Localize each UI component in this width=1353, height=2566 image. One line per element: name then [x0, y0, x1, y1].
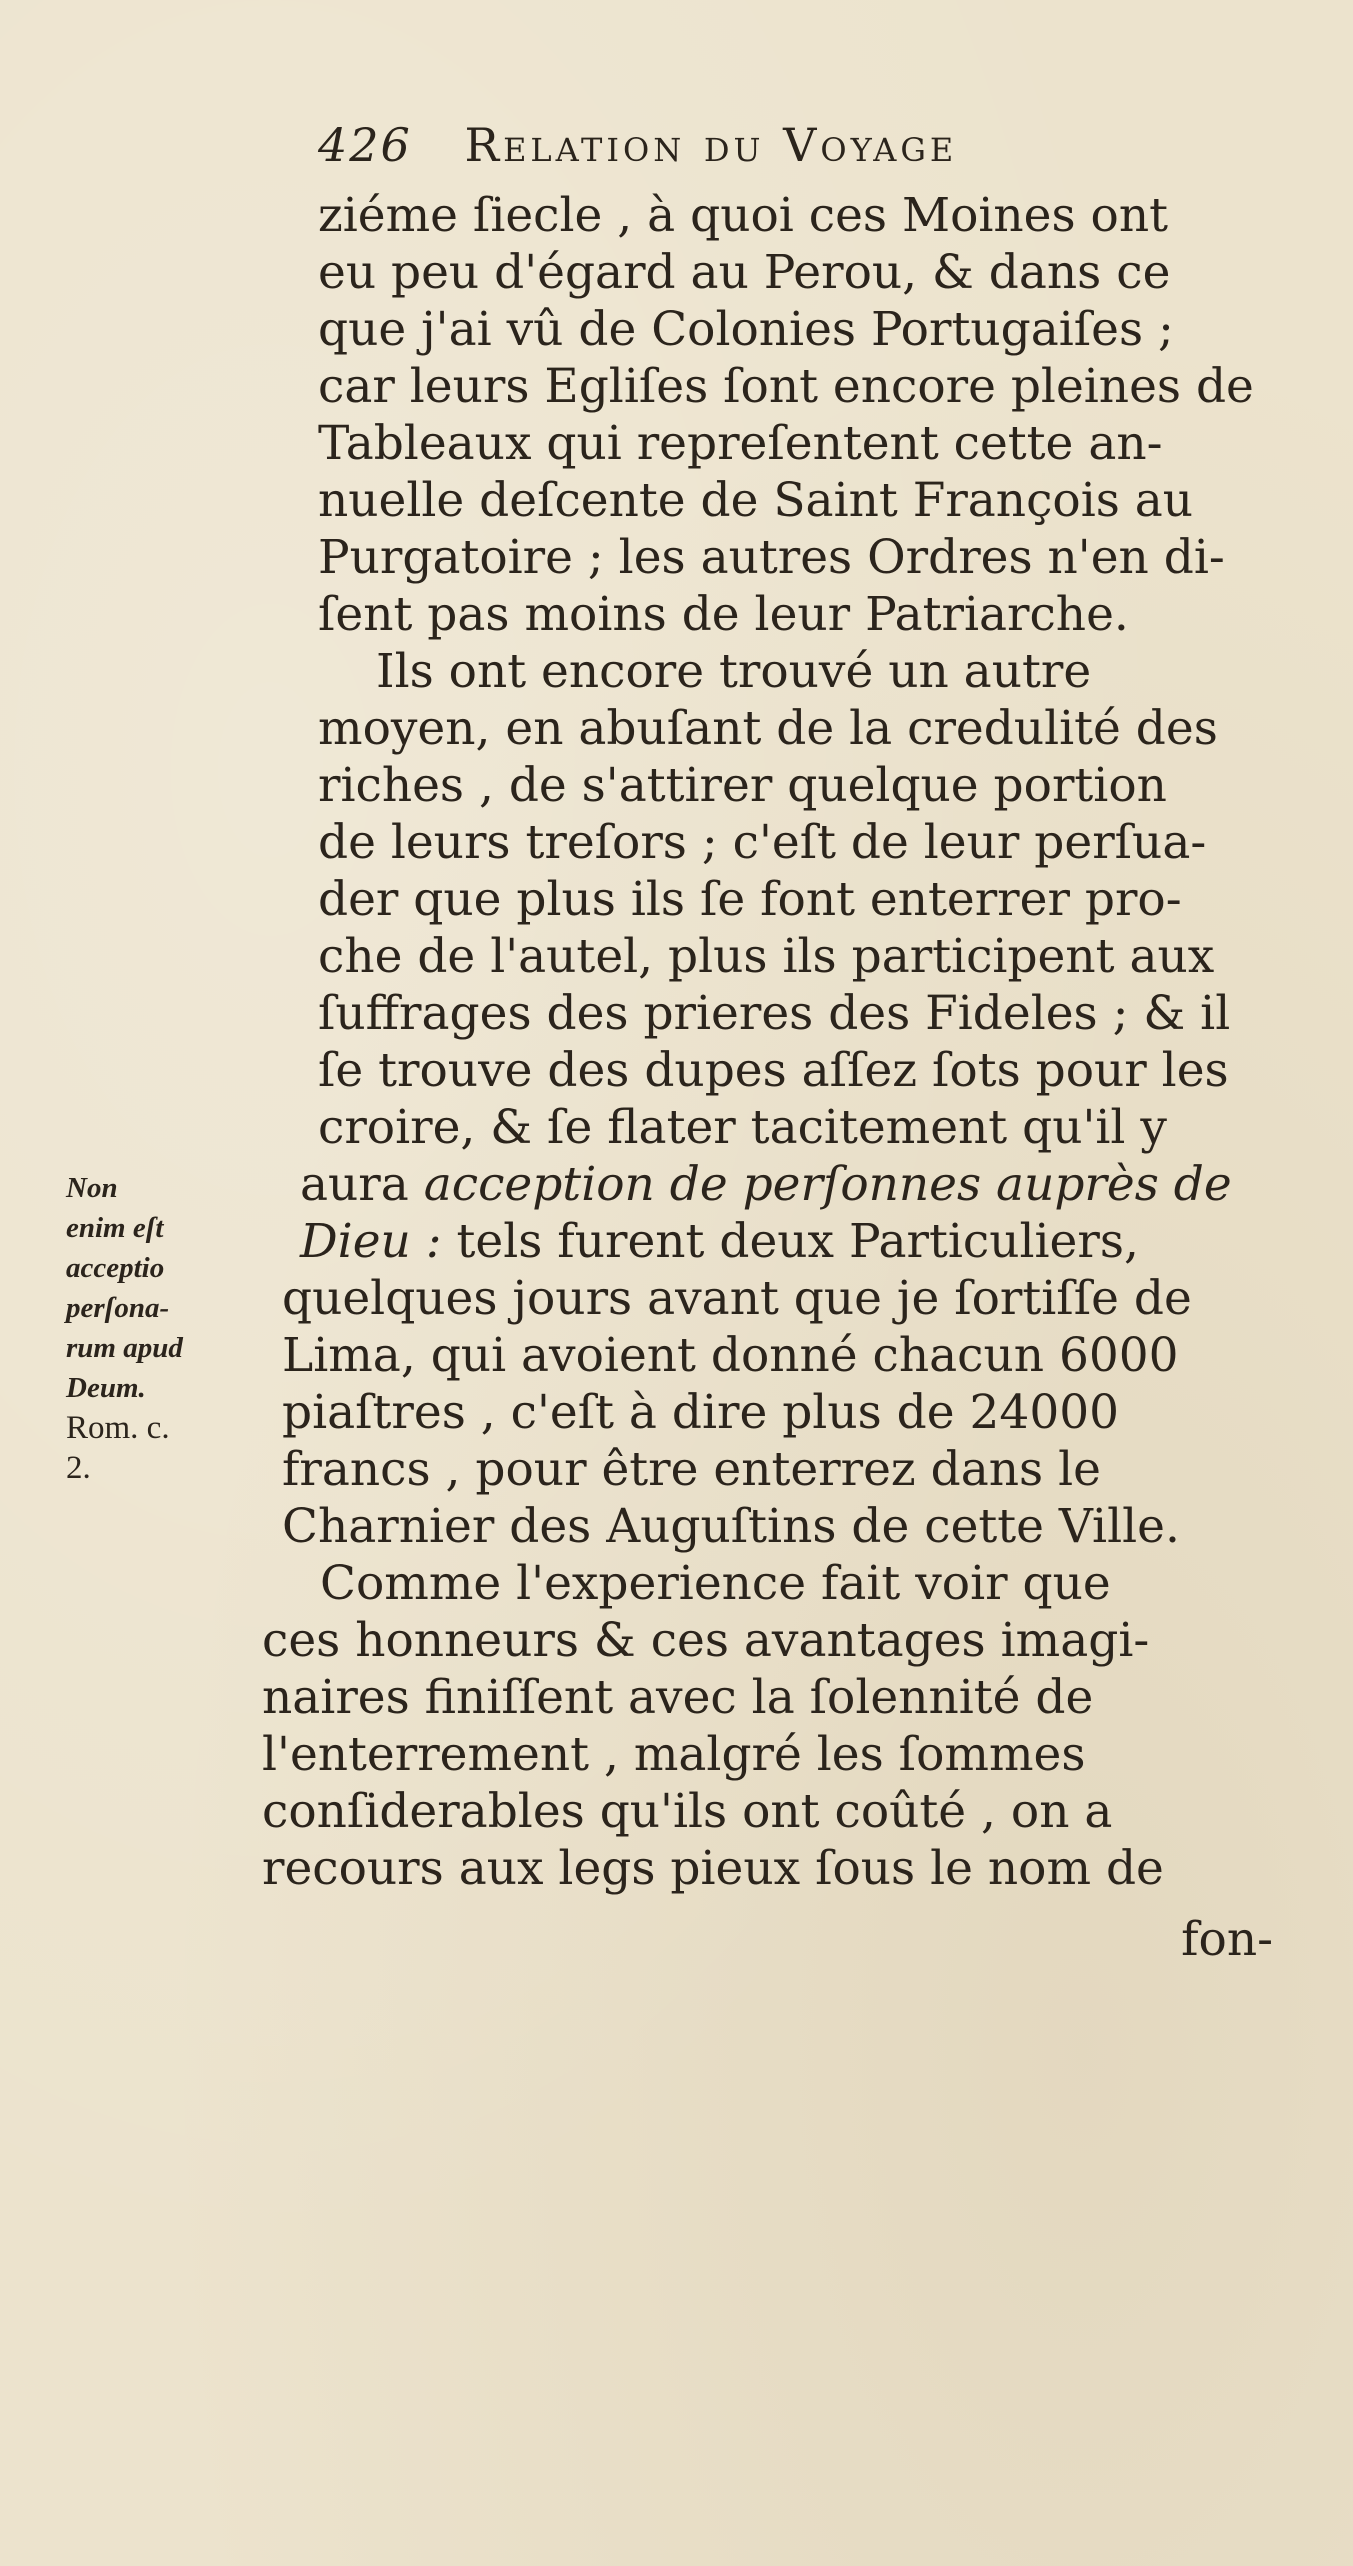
text-line: Lima, qui avoient donné chacun 6000 [282, 1328, 1179, 1383]
italic-phrase: Dieu : [300, 1214, 442, 1269]
catchword: fon- [1181, 1912, 1273, 1967]
text-line: der que plus ils ſe font enterrer pro- [318, 872, 1182, 927]
margin-note-line: perſona- [66, 1292, 170, 1324]
text-line: Purgatoire ; les autres Ordres n'en di- [318, 530, 1225, 585]
page-number: 426 [318, 118, 412, 172]
text-line: de leurs treſors ; c'eſt de leur perſua- [318, 815, 1207, 870]
margin-note-reference: 2. [66, 1450, 91, 1486]
text-line: moyen, en abuſant de la credulité des [318, 701, 1218, 756]
text-line: piaſtres , c'eſt à dire plus de 24000 [282, 1385, 1120, 1440]
text-line: croire, & ſe flater tacitement qu'il y [318, 1100, 1167, 1155]
text-line: Charnier des Auguſtins de cette Ville. [282, 1499, 1180, 1554]
text-line: recours aux legs pieux ſous le nom de [262, 1841, 1164, 1896]
text-line: car leurs Egliſes ſont encore pleines de [318, 359, 1254, 414]
text-line: l'enterrement , malgré les ſommes [262, 1727, 1086, 1782]
margin-note-line: acceptio [66, 1252, 165, 1284]
text-line: ziéme ſiecle , à quoi ces Moines ont [318, 188, 1168, 243]
text-line: que j'ai vû de Colonies Portugaiſes ; [318, 302, 1174, 357]
text-line: Tableaux qui repreſentent cette an- [318, 416, 1163, 471]
page-header [318, 118, 957, 178]
text-line: eu peu d'égard au Perou, & dans ce [318, 245, 1171, 300]
margin-note-reference: Rom. c. [66, 1410, 170, 1446]
text-line: francs , pour être enterrez dans le [282, 1442, 1101, 1497]
text-line: che de l'autel, plus ils participent aux [318, 929, 1215, 984]
margin-note-line: Deum. [66, 1372, 146, 1404]
text-line: conſiderables qu'ils ont coûté , on a [262, 1784, 1113, 1839]
text-line: ces honneurs & ces avantages imagi- [262, 1613, 1150, 1668]
text-line: Ils ont encore trouvé un autre [376, 644, 1092, 699]
text-line: naires finiſſent avec la ſolennité de [262, 1670, 1094, 1725]
text-line: Comme l'experience fait voir que [320, 1556, 1111, 1611]
margin-note-line: rum apud [66, 1332, 183, 1364]
text-line: ſent pas moins de leur Patriarche. [318, 587, 1129, 642]
text-run: tels furent deux Particuliers, [441, 1214, 1139, 1269]
margin-note-line: Non [66, 1172, 118, 1204]
text-line: nuelle deſcente de Saint François au [318, 473, 1194, 528]
running-title: Relation du Voyage [464, 118, 958, 172]
text-line [300, 1157, 1273, 1213]
text-line: riches , de s'attirer quelque portion [318, 758, 1167, 813]
italic-phrase: acception de perſonnes auprès de [423, 1157, 1232, 1212]
margin-note-line: enim eſt [66, 1212, 164, 1244]
text-line: quelques jours avant que je ſortiſſe de [282, 1271, 1192, 1326]
text-run: aura [300, 1157, 424, 1212]
text-line: ſuffrages des prieres des Fideles ; & il [318, 986, 1231, 1041]
text-line [300, 1214, 1273, 1270]
text-line: ſe trouve des dupes aſſez ſots pour les [318, 1043, 1229, 1098]
